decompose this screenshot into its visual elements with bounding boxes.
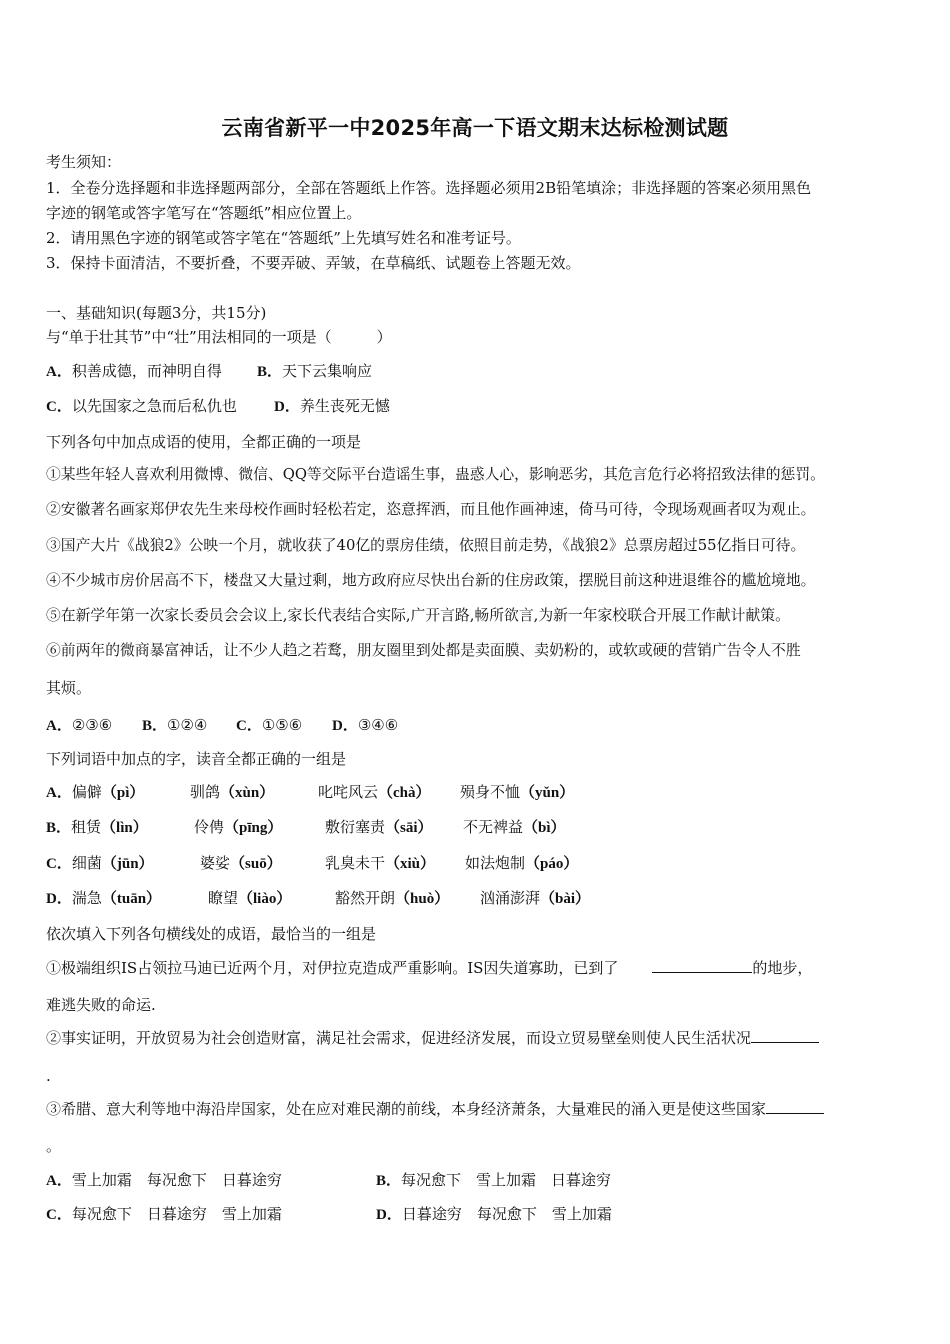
option-label: B． [46, 820, 72, 836]
option-label: B． [376, 1173, 402, 1189]
notice-item: 字迹的钢笔或答字笔写在“答题纸”相应位置上。 [46, 204, 362, 222]
question-stem: 下列词语中加点的字，读音全都正确的一组是 [46, 750, 347, 768]
pinyin: （xùn） [220, 785, 275, 801]
option-c [46, 396, 237, 417]
word: 敷衍塞责 [325, 818, 386, 836]
option-label: A． [46, 1173, 72, 1189]
pinyin: （suō） [230, 856, 282, 872]
sentence-line: 难逃失败的命运. [46, 996, 156, 1014]
option-text: 每况愈下 日暮途穷 雪上加霜 [71, 1205, 282, 1223]
pinyin-item [480, 888, 590, 909]
pinyin: （tuān） [101, 891, 162, 907]
option-label: C． [46, 1207, 72, 1223]
sentence-line: ⑥前两年的微商暴富神话，让不少人趋之若鹜，朋友圈里到处都是卖面膜、卖奶粉的，或软或硬的营销广告令人不胜 [46, 642, 801, 659]
sentence-line [46, 1099, 824, 1119]
option-text: 养生丧死无憾 [299, 397, 390, 415]
sentence-text: ①极端组织IS占领拉马迪已近两个月，对伊拉克造成严重影响。IS因失道寡助，已到了 [46, 959, 619, 977]
option-label: B． [257, 364, 283, 380]
pinyin: （jūn） [101, 856, 154, 872]
pinyin: （huò） [395, 891, 450, 907]
pinyin: （xiù） [385, 856, 436, 872]
pinyin: （pīng） [224, 820, 283, 836]
answer-blank [766, 1099, 824, 1114]
pinyin: （bài） [540, 891, 591, 907]
word: 汹涌澎湃 [480, 889, 541, 907]
option-b [257, 361, 372, 382]
option-label: D． [46, 891, 72, 907]
pinyin: （sāi） [385, 820, 433, 836]
option-text: ③④⑥ [357, 716, 399, 734]
pinyin-item [335, 888, 449, 909]
word: 乳臭未干 [325, 854, 386, 872]
option-label: D． [376, 1207, 402, 1223]
option-label: D． [274, 399, 300, 415]
option-text: ①②④ [167, 716, 208, 734]
option-label: C． [46, 399, 72, 415]
option-text: 天下云集响应 [282, 362, 373, 380]
option-b [142, 715, 207, 736]
pinyin: （pì） [101, 785, 145, 801]
sentence-line: ⑤在新学年第一次家长委员会会议上,家长代表结合实际,广开言路,畅所欲言,为新一年家校联合开展工作献计献策。 [46, 607, 790, 624]
word: 租赁 [71, 818, 102, 836]
option-text: ②③⑥ [71, 716, 113, 734]
word: 瞭望 [208, 889, 239, 907]
option-d [332, 715, 398, 736]
sentence-line: 。 [46, 1137, 62, 1155]
pinyin: （páo） [525, 856, 579, 872]
pinyin-row-d [46, 888, 161, 909]
pinyin-item [460, 782, 574, 803]
question-stem: 依次填入下列各句横线处的成语，最恰当的一组是 [46, 925, 377, 943]
option-label: A． [46, 718, 72, 734]
notice-item: 1．全卷分选择题和非选择题两部分，全部在答题纸上作答。选择题必须用2B铅笔填涂；非选择题的答案必须用黑色 [46, 179, 812, 197]
sentence-line: 其烦。 [46, 679, 92, 697]
sentence-line: ④不少城市房价居高不下，楼盘又大量过剩，地方政府应尽快出台新的住房政策，摆脱目前这种进退维谷的尴尬境地。 [46, 572, 816, 589]
pinyin-item [465, 853, 578, 874]
question-stem: 与“单于壮其节”中“壮”用法相同的一项是（ ） [46, 328, 392, 346]
option-text: 以先国家之急而后私仇也 [71, 397, 237, 415]
option-c [46, 1204, 282, 1225]
word: 殒身不恤 [460, 783, 521, 801]
pinyin: （chà） [378, 785, 431, 801]
option-d [376, 1204, 612, 1225]
option-a [46, 715, 112, 736]
word: 如法炮制 [465, 854, 526, 872]
pinyin-row-c [46, 853, 154, 874]
word: 伶俜 [194, 818, 225, 836]
option-text: 日暮途穷 每况愈下 雪上加霜 [401, 1205, 612, 1223]
word: 湍急 [71, 889, 102, 907]
sentence-text: 的地步， [752, 959, 813, 977]
notice-item: 3．保持卡面清洁，不要折叠，不要弄破、弄皱，在草稿纸、试题卷上答题无效。 [46, 254, 581, 272]
word: 偏僻 [71, 783, 102, 801]
sentence-line: ③国产大片《战狼2》公映一个月，就收获了40亿的票房佳绩，依照目前走势，《战狼2》总票房超过55亿指日可待。 [46, 537, 806, 554]
word: 婆娑 [200, 854, 231, 872]
option-b [376, 1170, 611, 1191]
sentence-line [46, 1028, 819, 1048]
option-text: 每况愈下 雪上加霜 日暮途穷 [401, 1171, 612, 1189]
option-d [274, 396, 390, 417]
pinyin: （lìn） [101, 820, 148, 836]
option-a [46, 1170, 282, 1191]
option-label: C． [46, 856, 72, 872]
notice-heading: 考生须知： [46, 153, 122, 171]
pinyin-row-a [46, 782, 144, 803]
option-a [46, 361, 222, 382]
sentence-line: . [46, 1067, 51, 1085]
pinyin-item [200, 853, 282, 874]
sentence-text: ③希腊、意大利等地中海沿岸国家，处在应对难民潮的前线，本身经济萧条，大量难民的涌入更是使这些国家 [46, 1100, 767, 1118]
option-text: ①⑤⑥ [261, 716, 303, 734]
option-text: 雪上加霜 每况愈下 日暮途穷 [71, 1171, 282, 1189]
option-c [236, 715, 302, 736]
option-label: A． [46, 785, 72, 801]
answer-blank [751, 1028, 819, 1043]
notice-item: 2．请用黑色字迹的钢笔或答字笔在“答题纸”上先填写姓名和准考证号。 [46, 229, 521, 247]
section-heading: 一、基础知识(每题3分，共15分) [46, 304, 267, 322]
word: 细菌 [71, 854, 102, 872]
pinyin-item [318, 782, 431, 803]
word: 不无裨益 [463, 818, 524, 836]
pinyin-item [463, 817, 566, 838]
sentence-line: ①某些年轻人喜欢利用微博、微信、QQ等交际平台造谣生事，蛊惑人心，影响恶劣，其危言危行必将招致法律的惩罚。 [46, 466, 825, 483]
pinyin-item [208, 888, 291, 909]
sentence-line: ②安徽著名画家郑伊农先生来母校作画时轻松若定，恣意挥洒，而且他作画神速，倚马可待，令现场观画者叹为观止。 [46, 501, 816, 518]
pinyin-item [194, 817, 282, 838]
pinyin-item [325, 817, 433, 838]
word: 叱咤风云 [318, 783, 379, 801]
pinyin: （bì） [523, 820, 566, 836]
question-stem: 下列各句中加点成语的使用，全都正确的一项是 [46, 433, 362, 451]
option-label: A． [46, 364, 72, 380]
option-text: 积善成德，而神明自得 [71, 362, 222, 380]
pinyin-row-b [46, 817, 148, 838]
option-label: C． [236, 718, 262, 734]
word: 驯鸽 [190, 783, 221, 801]
pinyin: （yǔn） [520, 785, 575, 801]
answer-blank [652, 958, 752, 973]
exam-title: 云南省新平一中2025年高一下语文期末达标检测试题 [221, 116, 729, 140]
option-label: B． [142, 718, 168, 734]
pinyin: （liào） [238, 891, 292, 907]
pinyin-item [190, 782, 274, 803]
sentence-line [46, 958, 812, 978]
word: 豁然开朗 [335, 889, 396, 907]
option-label: D． [332, 718, 358, 734]
sentence-text: ②事实证明，开放贸易为社会创造财富，满足社会需求，促进经济发展，而设立贸易壁垒则使人民生活状况 [46, 1029, 752, 1047]
pinyin-item [325, 853, 435, 874]
